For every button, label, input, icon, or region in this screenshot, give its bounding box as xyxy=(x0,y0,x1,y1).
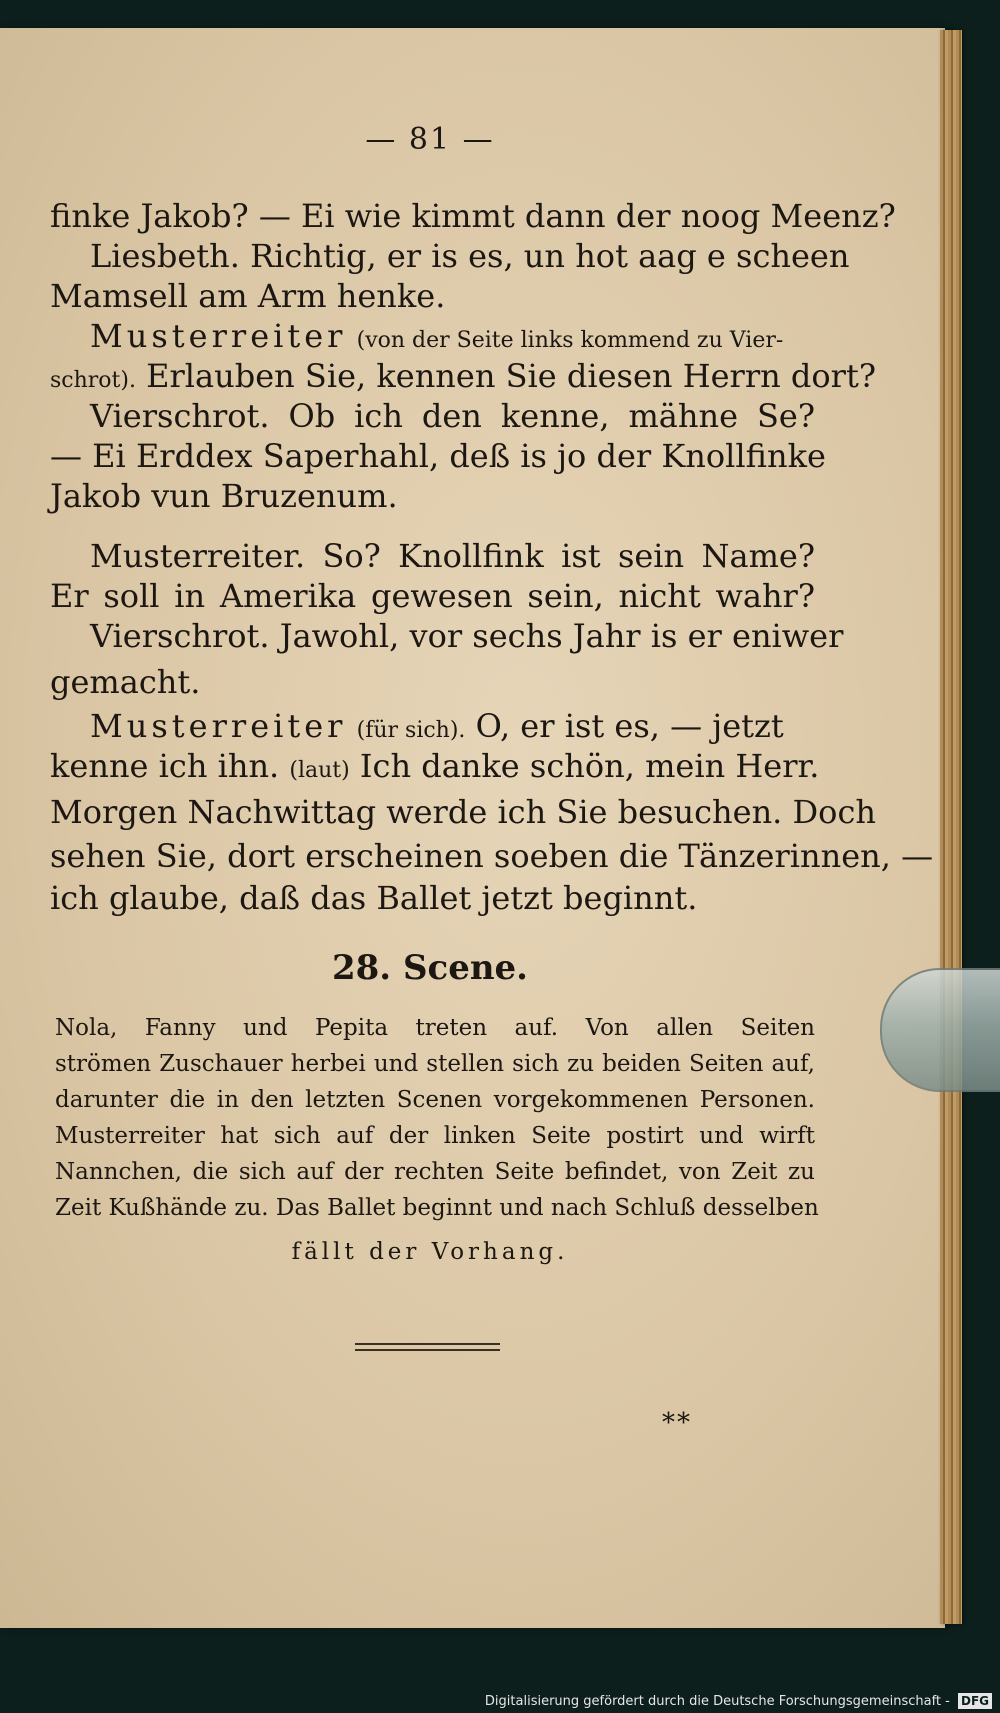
page-number: — 81 — xyxy=(365,122,495,157)
page-edge xyxy=(940,30,962,1624)
stage-line-3: darunter die in den letzten Scenen vorgekommenen Personen. xyxy=(55,1087,815,1113)
dfg-logo: DFG xyxy=(958,1693,992,1709)
stage-direction-2: (für sich). xyxy=(356,718,466,743)
stage-line-6: Zeit Kußhände zu. Das Ballet beginnt und nach Schluß desselben xyxy=(55,1195,819,1221)
dialogue-2: O, er ist es, — jetzt xyxy=(475,707,784,745)
footer-credit xyxy=(0,1690,1000,1713)
text-line-11: Vierschrot. Jawohl, vor sechs Jahr is er eniwer xyxy=(90,617,844,655)
stage-line-4: Musterreiter hat sich auf der linken Seite postirt und wirft xyxy=(55,1123,815,1149)
text-line-6: Vierschrot. Ob ich den kenne, mähne Se? xyxy=(90,397,815,435)
speaker-musterreiter-2: Musterreiter xyxy=(90,707,347,745)
section-rule xyxy=(355,1343,500,1351)
stage-line-5: Nannchen, die sich auf der rechten Seite befindet, von Zeit zu xyxy=(55,1159,815,1185)
stage-direction: (von der Seite links kommend zu Vier- xyxy=(356,328,784,353)
stage-direction-cont: schrot). xyxy=(50,368,136,393)
text-line-13 xyxy=(90,706,815,751)
text-line-16: sehen Sie, dort erscheinen soeben die Tänzerinnen, — xyxy=(50,837,934,875)
text-line-8: Jakob vun Bruzenum. xyxy=(50,477,398,515)
stage-line-1: Nola, Fanny und Pepita treten auf. Von allen Seiten xyxy=(55,1015,815,1041)
page-clip xyxy=(880,968,1000,1092)
scene-heading: 28. Scene. xyxy=(331,948,529,988)
dialogue-3: kenne ich ihn. xyxy=(50,747,280,785)
signature-mark: ** xyxy=(662,1408,692,1438)
text-line-7: — Ei Erddex Saperhahl, deß is jo der Knollfinke xyxy=(50,437,826,475)
text-line-5 xyxy=(50,356,876,401)
speaker-musterreiter: Musterreiter xyxy=(90,317,347,355)
footer-text: Digitalisierung gefördert durch die Deutsche Forschungsgemeinschaft - xyxy=(484,1694,950,1709)
text-line-9: Musterreiter. So? Knollfink ist sein Name? xyxy=(90,537,815,575)
text-line-4 xyxy=(90,316,815,361)
text-line-2: Liesbeth. Richtig, er is es, un hot aag e scheen xyxy=(90,237,850,275)
text-line-3: Mamsell am Arm henke. xyxy=(50,277,446,315)
stage-line-7: fällt der Vorhang. xyxy=(291,1239,569,1265)
text-line-14 xyxy=(50,746,820,791)
dialogue-4: Ich danke schön, mein Herr. xyxy=(359,747,820,785)
dialogue: Erlauben Sie, kennen Sie diesen Herrn dort? xyxy=(146,357,876,395)
text-line-17: ich glaube, daß das Ballet jetzt beginnt. xyxy=(50,879,698,917)
stage-line-2: strömen Zuschauer herbei und stellen sich zu beiden Seiten auf, xyxy=(55,1051,815,1077)
text-line-12: gemacht. xyxy=(50,663,201,701)
stage-direction-3: (laut) xyxy=(289,758,350,783)
text-line-15: Morgen Nachwittag werde ich Sie besuchen. Doch xyxy=(50,793,876,831)
text-line-10: Er soll in Amerika gewesen sein, nicht wahr? xyxy=(50,577,815,615)
text-line-1: finke Jakob? — Ei wie kimmt dann der noog Meenz? xyxy=(50,197,896,235)
